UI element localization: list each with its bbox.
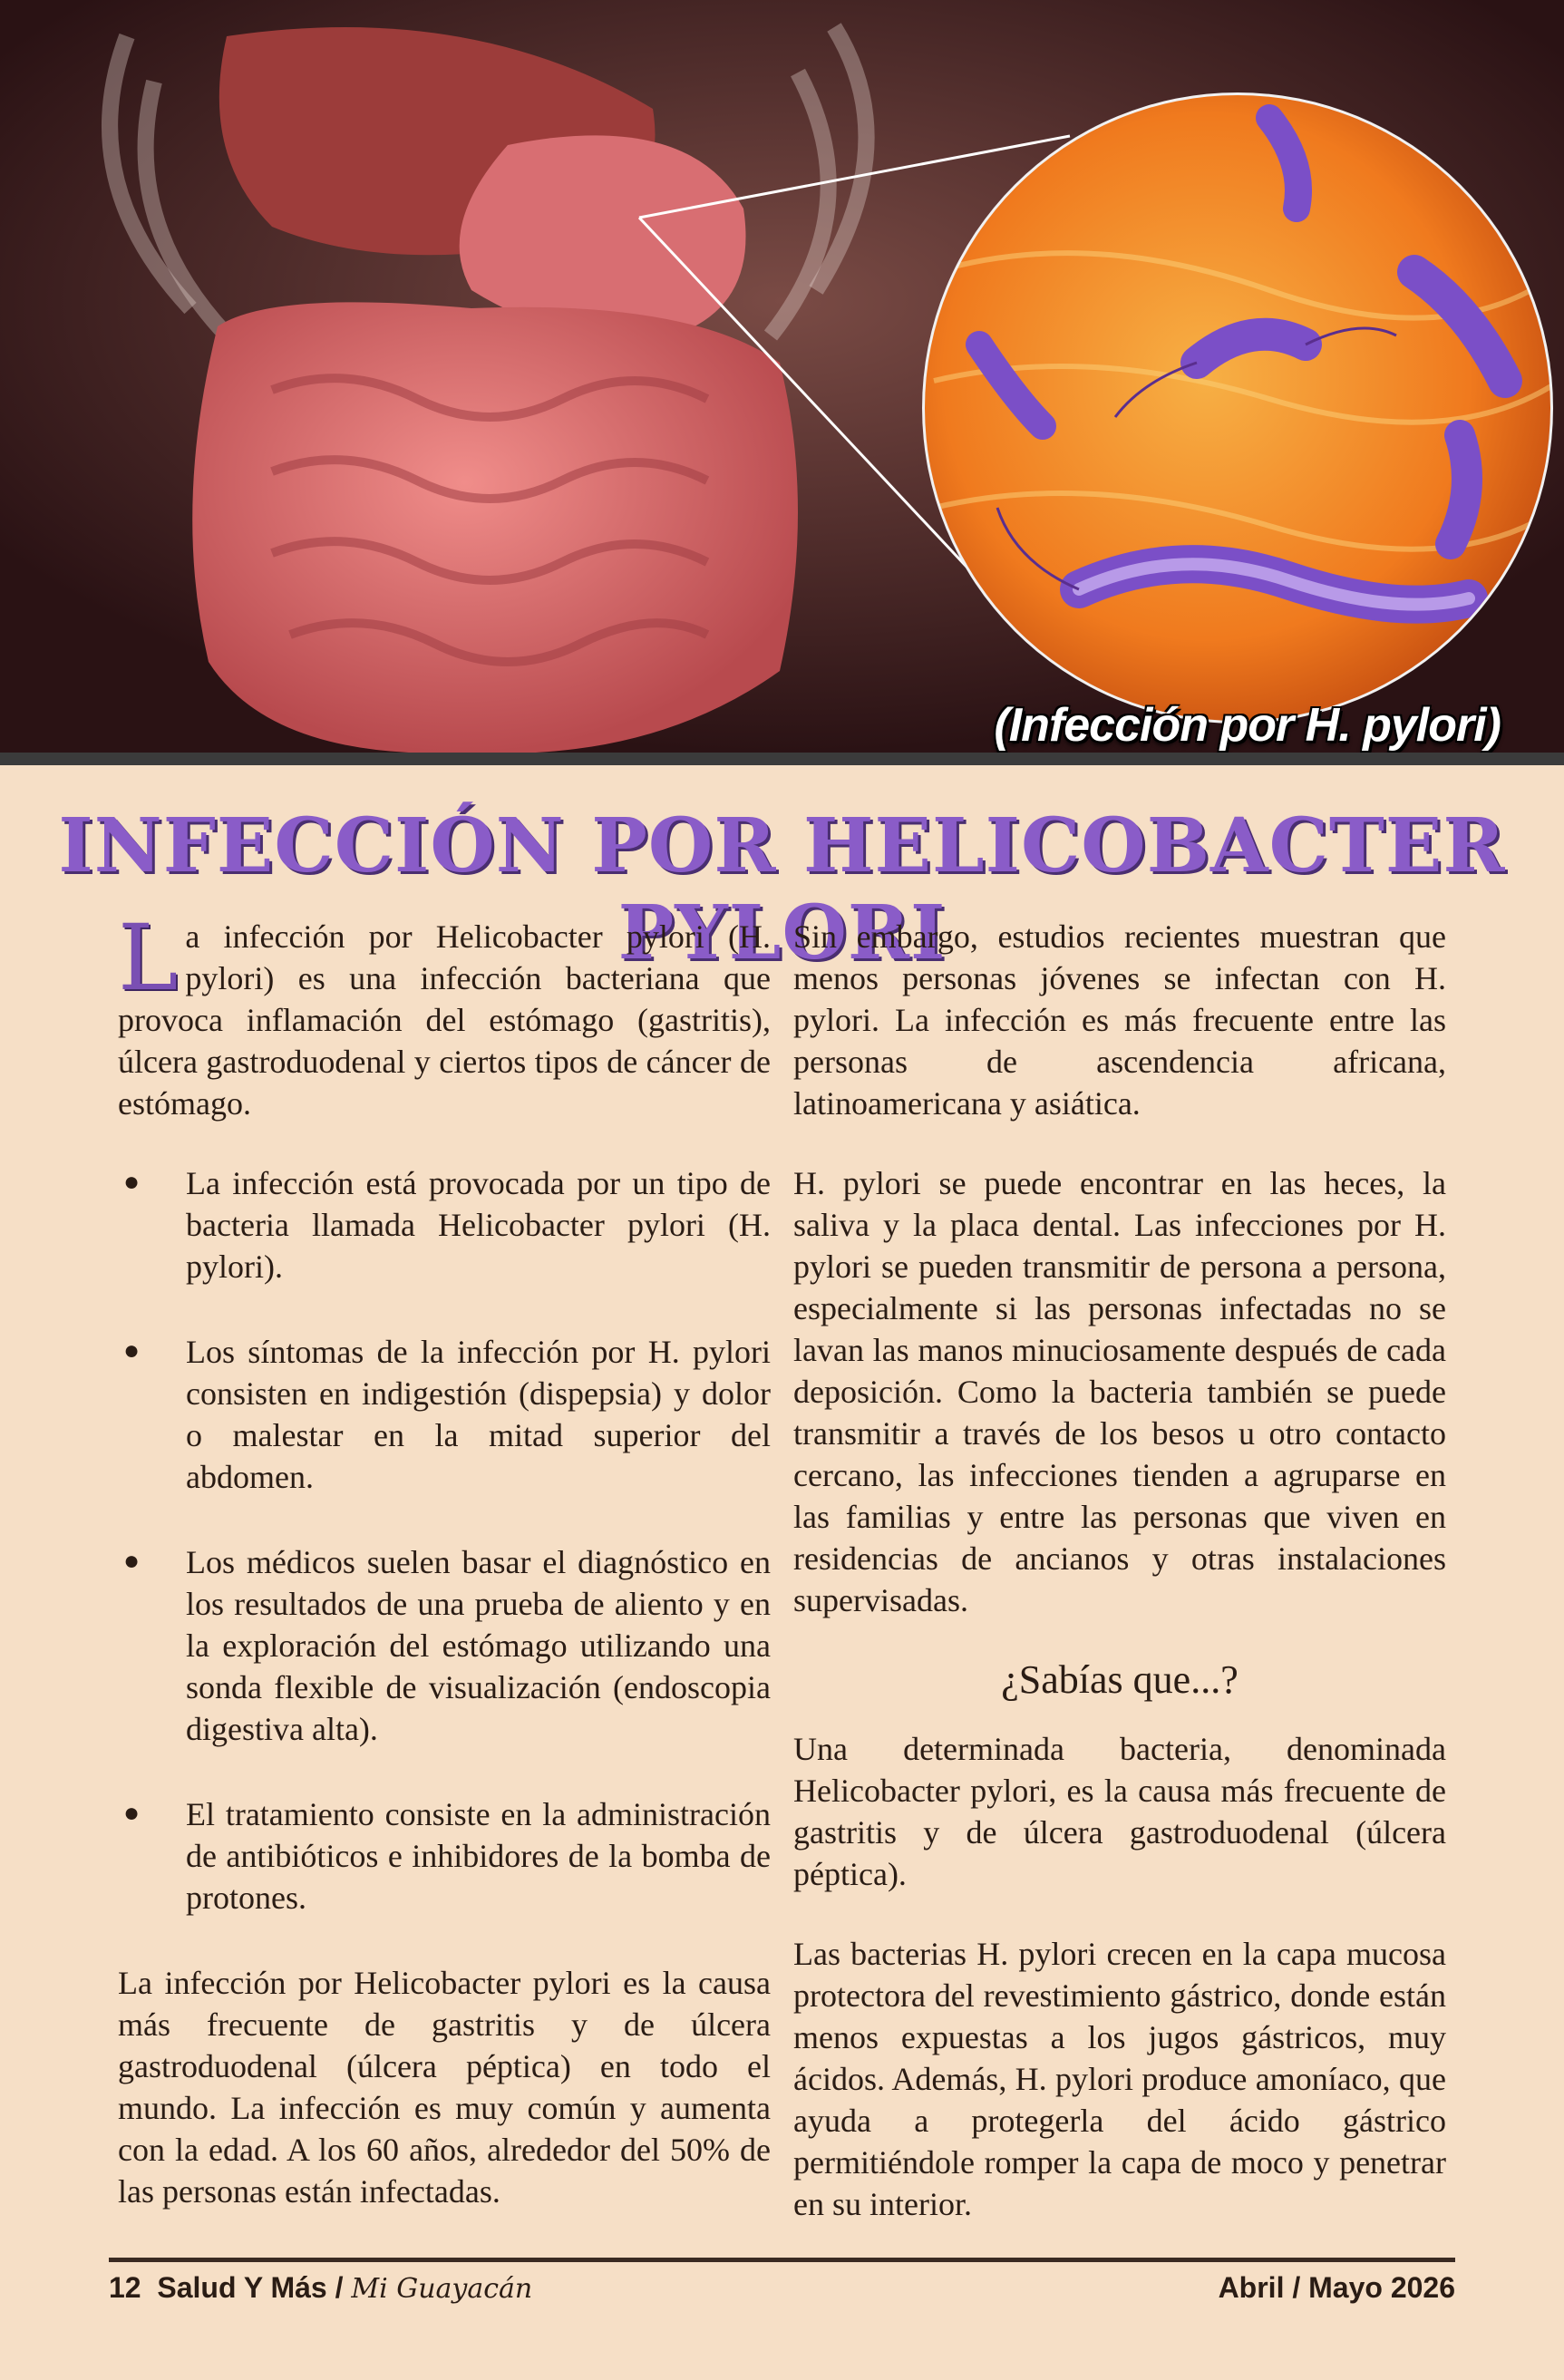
- issue-date: Abril / Mayo 2026: [1218, 2271, 1455, 2304]
- right-column: [793, 916, 1446, 2263]
- list-item: [118, 1793, 771, 1919]
- body-paragraph: Las bacterias H. pylori crecen en la capa mucosa protectora del revestimiento gástrico, donde están menos expuestas a los jugos gástricos, muy ácidos. Además, H. pylori produce amoníaco, que ayuda a protegerla del ácido gástrico permitiéndole romper la capa de moco y penetrar en su interior.: [793, 1936, 1446, 2222]
- footer-rule: [109, 2258, 1455, 2262]
- list-item: [118, 1331, 771, 1498]
- list-item: [118, 1162, 771, 1287]
- bullet-icon: ●: [123, 1546, 141, 1576]
- body-paragraph: H. pylori se puede encontrar en las heces, la saliva y la placa dental. Las infecciones por H. pylori se pueden transmitir de persona a persona, especialmente si las personas infectadas no se lavan las manos minuciosamente después de cada deposición. Como la bacteria también se puede transmitir a través de los besos u otro contacto cercano, las infecciones tienden a agruparse en las familias y entre las personas que viven en residencias de ancianos y otras instalaciones supervisadas.: [793, 1165, 1446, 1618]
- article-title: INFECCIÓN POR HELICOBACTER PYLORI: [58, 802, 1506, 976]
- list-item-text: La infección está provocada por un tipo de bacteria llamada Helicobacter pylori (H. pylori).: [186, 1165, 771, 1285]
- section-subheading: ¿Sabías que...?: [1001, 1657, 1239, 1702]
- left-column: [118, 905, 771, 2250]
- bullet-icon: ●: [123, 1798, 141, 1828]
- bullet-icon: ●: [123, 1167, 141, 1197]
- hero-illustration: [0, 0, 1564, 753]
- magazine-name: Salud Y Más: [157, 2271, 327, 2304]
- bullet-icon: ●: [123, 1336, 141, 1365]
- sub-brand-logo: Mi Guayacán: [351, 2273, 533, 2305]
- digestive-system-illustration: [0, 0, 1564, 753]
- page-number: 12: [109, 2271, 141, 2304]
- drop-cap: L: [118, 905, 179, 1011]
- list-item-text: El tratamiento consiste en la administración de antibióticos e inhibidores de la bomba de protones.: [186, 1796, 771, 1916]
- intro-paragraph: [118, 905, 771, 1124]
- hero-caption: (Infección por H. pylori): [994, 699, 1501, 752]
- key-points-list: [118, 1162, 771, 1919]
- list-item-text: Los síntomas de la infección por H. pylori consisten en indigestión (dispepsia) y dolor o malestar en la mitad superior del abdomen.: [186, 1334, 771, 1495]
- list-item: [118, 1541, 771, 1750]
- list-item-text: Los médicos suelen basar el diagnóstico en los resultados de una prueba de aliento y en la exploración del estómago utilizando una sonda flexible de visualización (endoscopia digestiva alta).: [186, 1544, 771, 1747]
- footer-left: [109, 2271, 532, 2305]
- body-paragraph: Sin embargo, estudios recientes muestran que menos personas jóvenes se infectan con H. pylori. La infección es más frecuente entre las personas de ascendencia africana, latinoamericana y asiática.: [793, 918, 1446, 1122]
- closing-paragraph: La infección por Helicobacter pylori es la causa más frecuente de gastritis y de úlcera gastroduodenal (úlcera péptica) en todo el mundo. La infección es muy común y aumenta con la edad. A los 60 años, alrededor del 50% de las personas están infectadas.: [118, 1965, 771, 2210]
- intro-text: a infección por Helicobacter pylori (H. pylori) es una infección bacteriana que provoca inflamación del estómago (gastritis), úlcera gastroduodenal y ciertos tipos de cáncer de estómago.: [118, 918, 771, 1122]
- footer-separator: /: [335, 2271, 344, 2304]
- hero-divider: [0, 753, 1564, 765]
- body-paragraph: Una determinada bacteria, denominada Helicobacter pylori, es la causa más frecuente de gastritis y de úlcera gastroduodenal (úlcera péptica).: [793, 1731, 1446, 1892]
